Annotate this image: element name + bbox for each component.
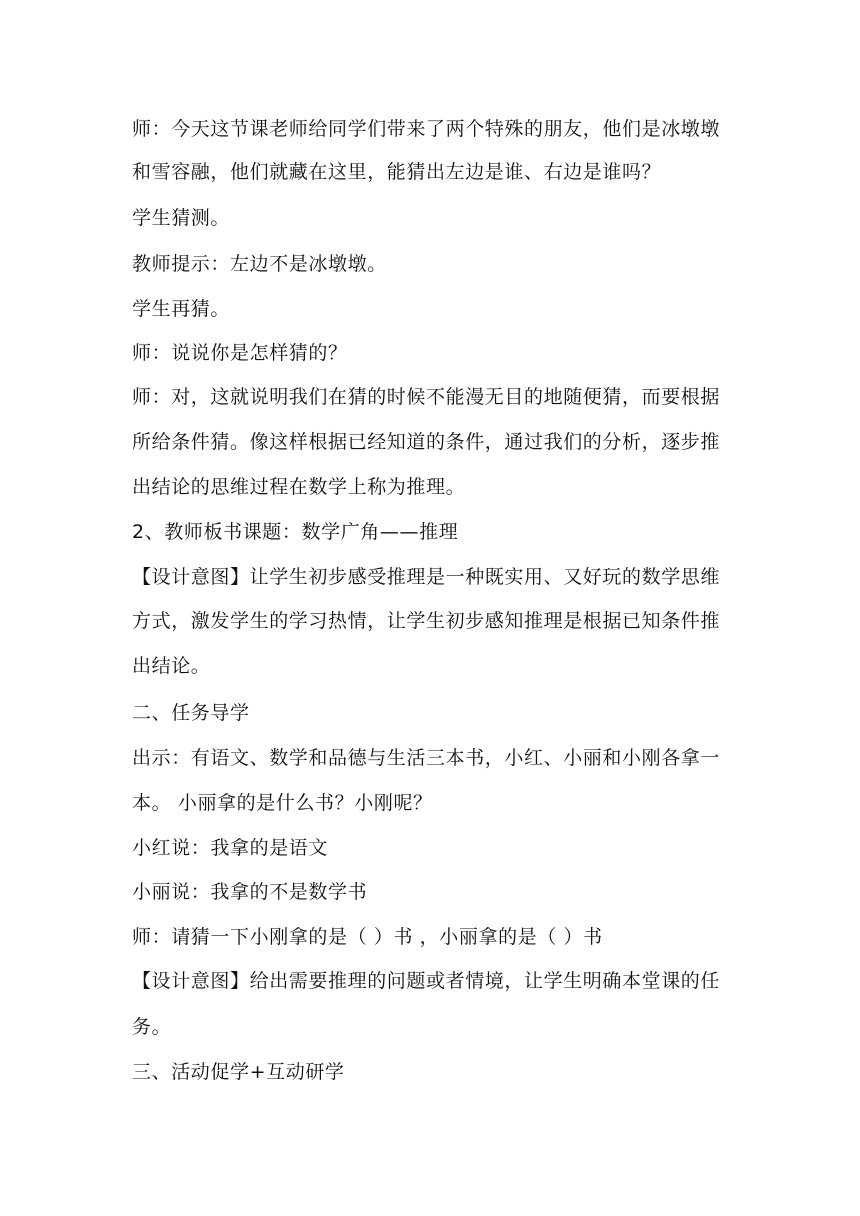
text-line: 小红说：我拿的是语文 [132, 837, 329, 859]
text-line: 【设计意图】让学生初步感受推理是一种既实用、又好玩的数学思维 [132, 566, 721, 588]
text-line: 【设计意图】给出需要推理的问题或者情境，让学生明确本堂课的任 [132, 970, 721, 992]
text-line: 出结论。 [132, 655, 211, 677]
text-line: 教师提示：左边不是冰墩墩。 [132, 253, 387, 275]
section-heading: 二、任务导学 [132, 702, 250, 724]
text-line: 师：对，这就说明我们在猜的时候不能漫无目的地随便猜，而要根据 [132, 386, 721, 408]
text-line: 本。 小丽拿的是什么书？小刚呢？ [132, 792, 433, 814]
text-line: 小丽说：我拿的不是数学书 [132, 881, 368, 903]
text-line: 和雪容融，他们就藏在这里，能猜出左边是谁、右边是谁吗？ [132, 161, 662, 183]
text-line: 所给条件猜。像这样根据已经知道的条件，通过我们的分析，逐步推 [132, 431, 721, 453]
text-line: 师：请猜一下小刚拿的是（ ）书 ，小丽拿的是（ ）书 [132, 926, 603, 948]
text-line: 方式，激发学生的学习热情，让学生初步感知推理是根据已知条件推 [132, 610, 721, 632]
text-line: 出结论的思维过程在数学上称为推理。 [132, 476, 466, 498]
text-line: 学生再猜。 [132, 298, 231, 320]
text-line: 务。 [132, 1016, 172, 1038]
section-heading: 2、教师板书课题：数学广角——推理 [132, 521, 459, 543]
text-line: 出示：有语文、数学和品德与生活三本书，小红、小丽和小刚各拿一 [132, 747, 721, 769]
section-heading: 三、活动促学+互动研学 [132, 1061, 345, 1083]
text-line: 师：今天这节课老师给同学们带来了两个特殊的朋友，他们是冰墩墩 [132, 118, 721, 140]
text-line: 学生猜测。 [132, 207, 231, 229]
text-line: 师：说说你是怎样猜的？ [132, 342, 348, 364]
